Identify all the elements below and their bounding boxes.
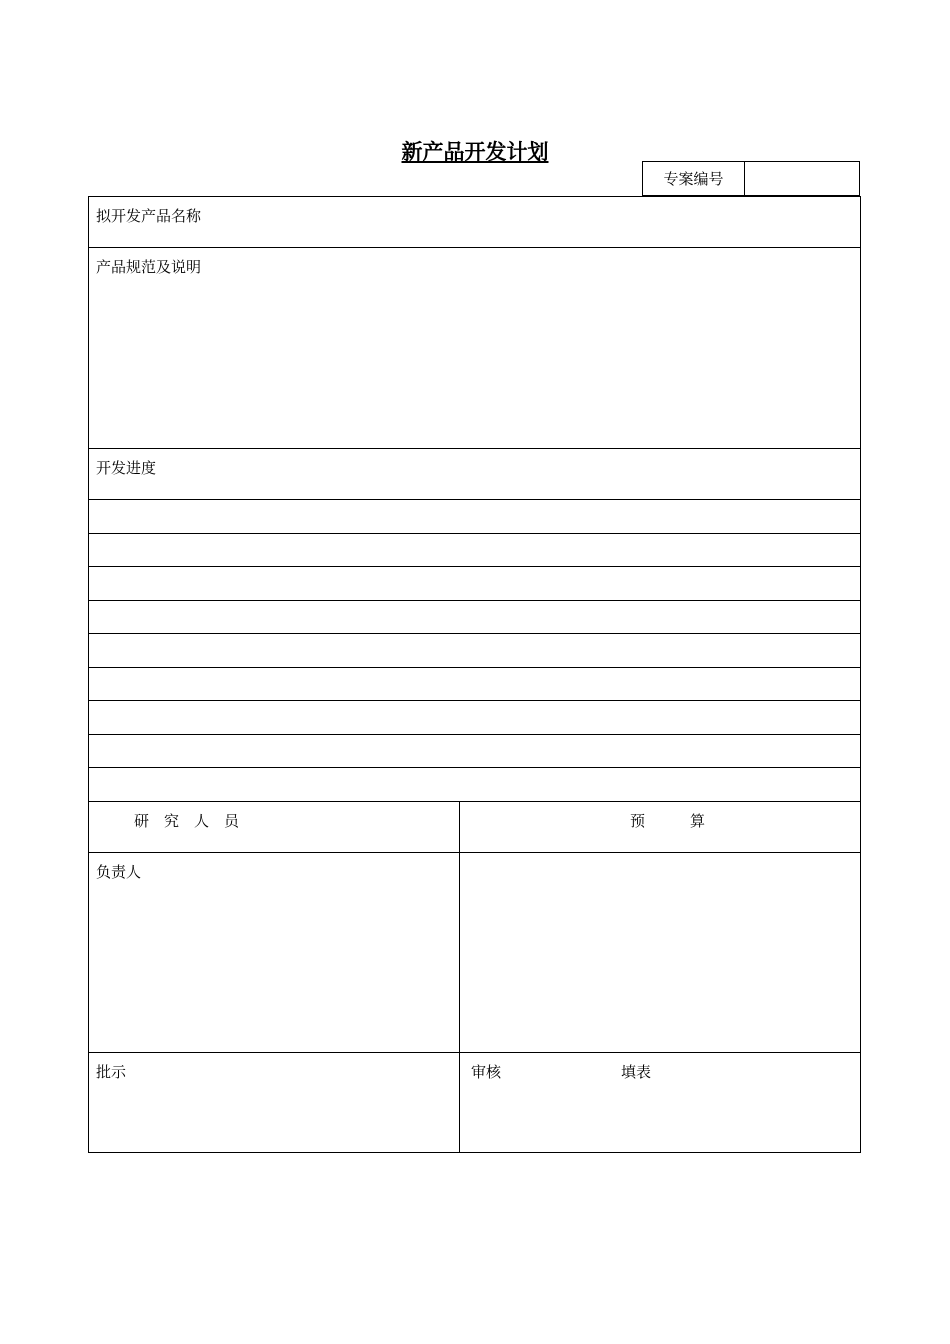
filled-by-label: 填表 [621, 1063, 652, 1081]
progress-entry-row[interactable] [89, 567, 860, 601]
progress-entry-row[interactable] [89, 534, 860, 567]
case-number-field[interactable] [745, 162, 859, 195]
budget-header: 预 算 [630, 812, 706, 830]
approval-label: 批示 [96, 1063, 127, 1081]
product-name-label: 拟开发产品名称 [96, 207, 202, 225]
spec-label: 产品规范及说明 [96, 258, 202, 276]
plan-form [88, 196, 861, 1153]
lead-label: 负责人 [96, 863, 142, 881]
progress-entry-row[interactable] [89, 701, 860, 735]
lead-budget-row[interactable] [89, 853, 860, 1053]
progress-entry-row[interactable] [89, 768, 860, 802]
column-divider [459, 802, 460, 1152]
case-number-label: 专案编号 [643, 162, 745, 195]
product-name-row[interactable] [89, 197, 860, 248]
researchers-header: 研 究 人 员 [134, 812, 240, 830]
progress-entry-row[interactable] [89, 668, 860, 701]
section-header-row [89, 802, 860, 853]
review-label: 审核 [471, 1063, 502, 1081]
progress-entry-row[interactable] [89, 735, 860, 768]
page-title: 新产品开发计划 [401, 139, 549, 164]
approval-row[interactable] [89, 1053, 860, 1152]
case-number-box [642, 161, 860, 196]
spec-row[interactable] [89, 248, 860, 449]
progress-entry-row[interactable] [89, 500, 860, 534]
progress-entry-row[interactable] [89, 634, 860, 668]
progress-entry-row[interactable] [89, 601, 860, 634]
progress-label: 开发进度 [96, 459, 157, 477]
progress-row[interactable] [89, 449, 860, 500]
